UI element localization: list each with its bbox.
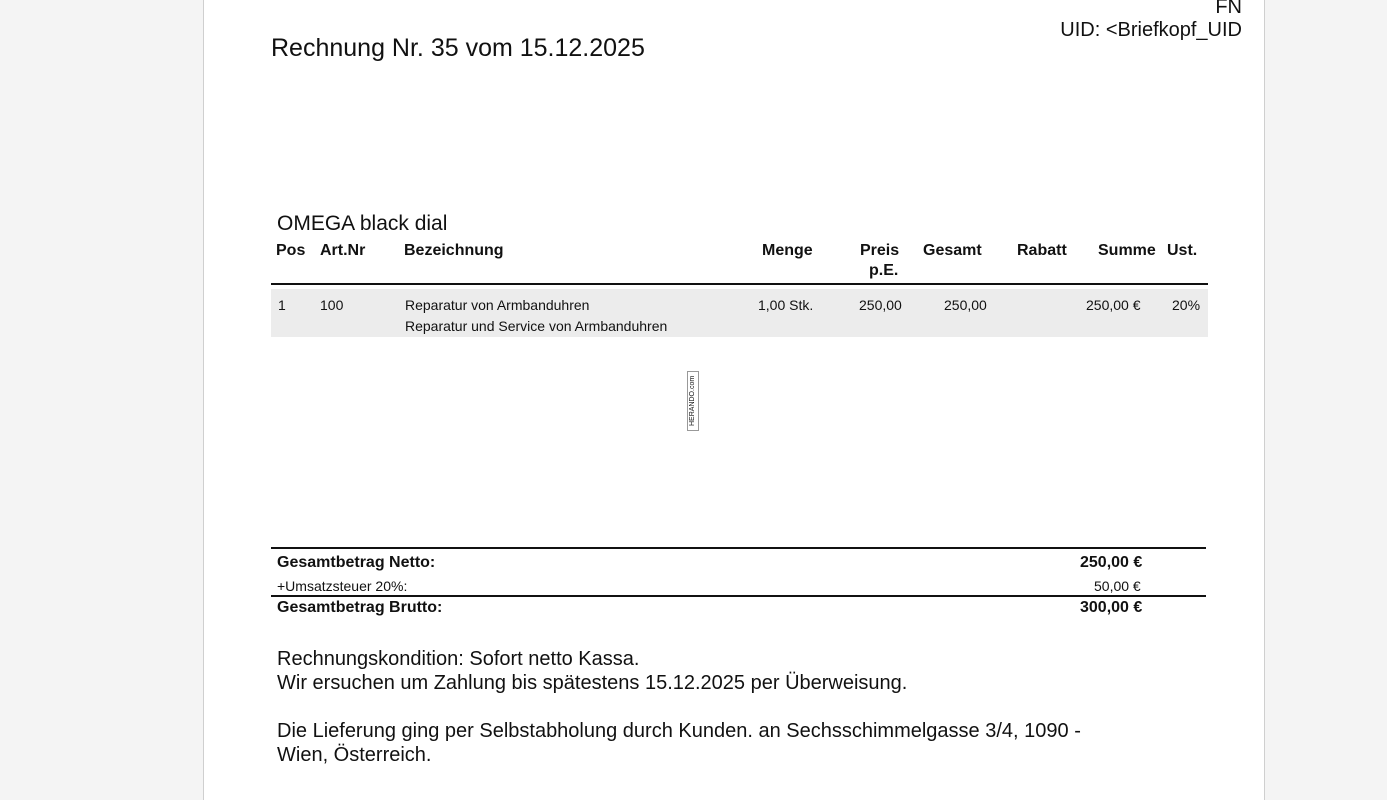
col-header-summe: Summe: [1098, 242, 1156, 259]
header-uid: UID: <Briefkopf_UID: [1060, 19, 1242, 41]
row-pos: 1: [278, 297, 286, 313]
delivery-note: Die Lieferung ging per Selbstabholung durch Kunden. an Sechsschimmelgasse 3/4, 1090 -: [277, 720, 1081, 742]
brutto-label: Gesamtbetrag Brutto:: [277, 599, 443, 616]
col-header-gesamt: Gesamt: [923, 242, 982, 259]
invoice-page: [203, 0, 1265, 800]
col-header-rabatt: Rabatt: [1017, 242, 1067, 259]
payment-due: Wir ersuchen um Zahlung bis spätestens 15.12.2025 per Überweisung.: [277, 672, 908, 694]
ust-value: 50,00 €: [1094, 578, 1141, 594]
col-header-preis-unit: p.E.: [869, 262, 899, 279]
row-artnr: 100: [320, 297, 344, 313]
col-header-pos: Pos: [276, 242, 306, 259]
row-menge: 1,00 Stk.: [758, 297, 814, 313]
row-beschreibung: Reparatur und Service von Armbanduhren: [405, 318, 668, 334]
payment-condition: Rechnungskondition: Sofort netto Kassa.: [277, 648, 640, 670]
row-summe: 250,00 €: [1086, 297, 1141, 313]
col-header-menge: Menge: [762, 242, 813, 259]
project-name: OMEGA black dial: [277, 212, 448, 235]
netto-value: 250,00 €: [1080, 554, 1143, 571]
invoice-title: Rechnung Nr. 35 vom 15.12.2025: [271, 34, 645, 62]
brutto-value: 300,00 €: [1080, 599, 1143, 616]
row-preis: 250,00: [859, 297, 902, 313]
row-bezeichnung: Reparatur von Armbanduhren: [405, 297, 590, 313]
col-header-artnr: Art.Nr: [320, 242, 366, 259]
col-header-preis: Preis: [860, 242, 900, 259]
col-header-bezeichnung: Bezeichnung: [404, 242, 504, 259]
totals-top-rule: [271, 547, 1206, 549]
totals-mid-rule: [271, 595, 1206, 597]
delivery-address: Wien, Österreich.: [277, 744, 432, 766]
ust-label: +Umsatzsteuer 20%:: [277, 578, 408, 594]
row-ust: 20%: [1172, 297, 1201, 313]
header-rule: [271, 283, 1208, 285]
row-gesamt: 250,00: [944, 297, 987, 313]
netto-label: Gesamtbetrag Netto:: [277, 554, 436, 571]
header-fn: FN: [1215, 0, 1242, 18]
watermark: HERANDO.com: [687, 371, 699, 431]
col-header-ust: Ust.: [1167, 242, 1198, 259]
